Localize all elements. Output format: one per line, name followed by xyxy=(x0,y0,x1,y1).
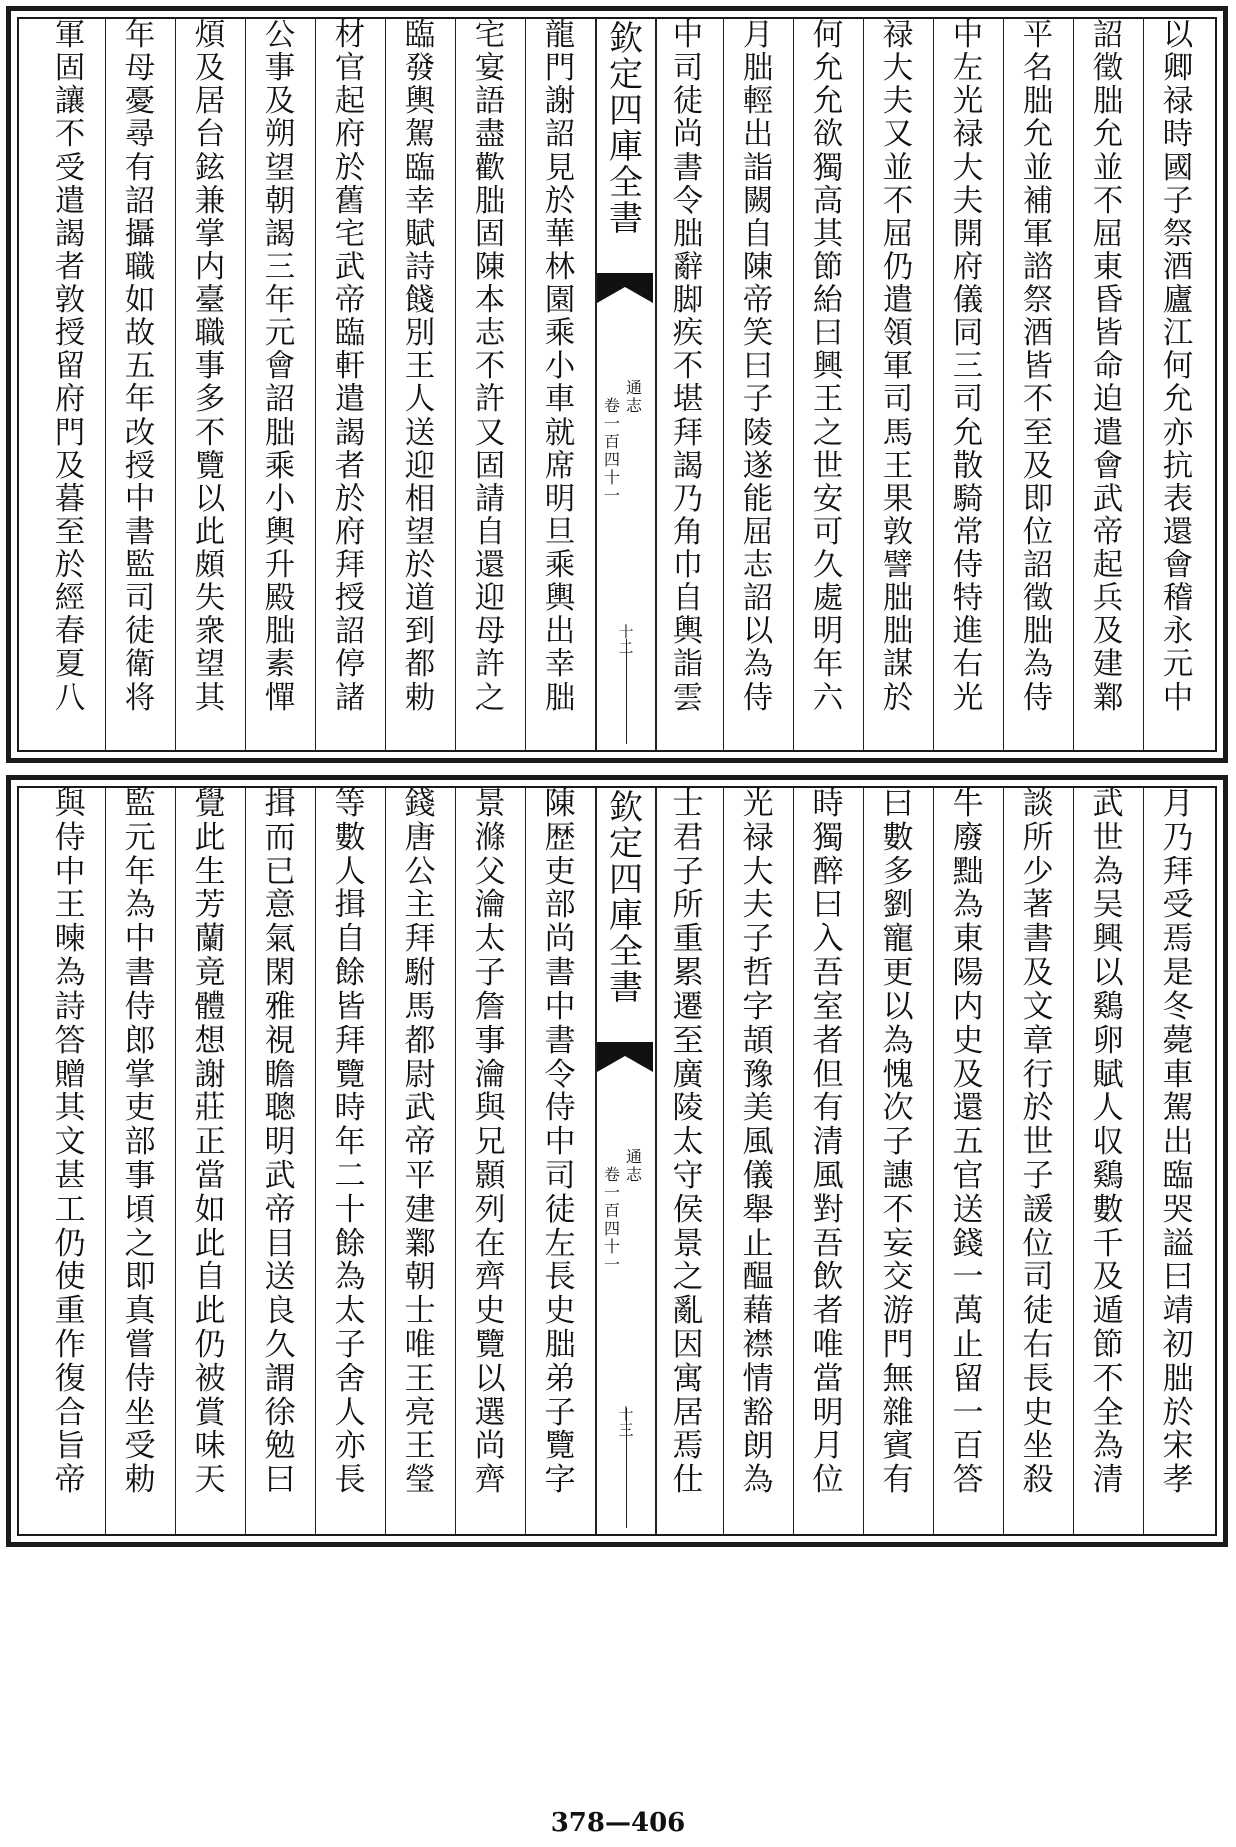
text-column: 宅 宴 語 盡 歡 朏 固 陳 本 志 不 許 又 固 請 自 還 迎 母 許 之 xyxy=(474,18,506,716)
text-column: 公 事 及 朔 望 朝 謁 三 年 元 會 詔 朏 乘 小 輿 升 殿 朏 素 憚 xyxy=(264,18,296,716)
column-rule xyxy=(315,19,316,750)
text-column: 中 司 徒 尚 書 令 朏 辭 脚 疾 不 堪 拜 謁 乃 角 巾 自 輿 詣 雲 xyxy=(672,18,704,716)
text-column: 材 官 起 府 於 舊 宅 武 帝 臨 軒 遣 謁 者 於 府 拜 授 詔 停 諸 xyxy=(334,18,366,716)
column-rule xyxy=(1003,19,1004,750)
text-column: 軍 固 讓 不 受 遣 謁 者 敦 授 留 府 門 及 暮 至 於 經 春 夏 八 xyxy=(54,18,86,716)
text-column: 揖 而 已 意 氣 閑 雅 視 瞻 聰 明 武 帝 目 送 良 久 謂 徐 勉 曰 xyxy=(264,786,296,1499)
text-column: 牛 廢 黜 為 東 陽 内 史 及 還 五 官 送 錢 一 萬 止 留 一 百 答 xyxy=(952,786,984,1499)
collection-title: 欽 定 四 庫 全 書 xyxy=(609,19,643,239)
text-column: 武 世 為 吴 興 以 鷄 卵 賦 人 収 鷄 數 千 及 遁 節 不 全 為 清 xyxy=(1092,786,1124,1499)
column-rule xyxy=(105,788,106,1534)
book-name: 通 志 xyxy=(625,1147,642,1184)
column-rule xyxy=(793,788,794,1534)
column-rule xyxy=(385,788,386,1534)
column-rule xyxy=(863,788,864,1534)
column-rule xyxy=(1073,19,1074,750)
column-rule xyxy=(793,19,794,750)
column-rule xyxy=(105,19,106,750)
text-column: 月 乃 拜 受 焉 是 冬 薨 車 駕 出 臨 哭 謚 曰 靖 初 朏 於 宋 孝 xyxy=(1162,786,1194,1499)
column-rule xyxy=(933,19,934,750)
column-rule xyxy=(245,19,246,750)
column-rule xyxy=(525,19,526,750)
fish-tail-mark xyxy=(597,1042,653,1088)
book-name: 通 志 xyxy=(625,378,642,415)
text-column: 年 母 憂 尋 有 詔 攝 職 如 故 五 年 改 授 中 書 監 司 徒 衛 将 xyxy=(124,18,156,716)
column-rule xyxy=(525,788,526,1534)
upper-page xyxy=(6,6,1228,763)
column-rule xyxy=(1073,788,1074,1534)
text-column: 士 君 子 所 重 累 遷 至 廣 陵 太 守 侯 景 之 亂 因 寓 居 焉 仕 xyxy=(672,786,704,1499)
text-column: 覺 此 生 芳 蘭 竟 體 想 謝 莊 正 當 如 此 自 此 仍 被 賞 味 天 xyxy=(194,786,226,1499)
column-rule xyxy=(1143,19,1144,750)
upper-page-frame xyxy=(17,17,1217,752)
leaf-number: 十 二 xyxy=(618,623,634,658)
column-rule xyxy=(175,19,176,750)
column-rule xyxy=(723,19,724,750)
text-column: 陳 歴 吏 部 尚 書 中 書 令 侍 中 司 徒 左 長 史 朏 弟 子 覽 字 xyxy=(544,786,576,1499)
text-column: 景 滌 父 瀹 太 子 詹 事 瀹 與 兄 顥 列 在 齊 史 覽 以 選 尚 齊 xyxy=(474,786,506,1499)
text-column: 以 卿 禄 時 國 子 祭 酒 廬 江 何 允 亦 抗 表 還 會 稽 永 元 中 xyxy=(1162,18,1194,716)
text-column: 光 禄 大 夫 子 哲 字 頡 豫 美 風 儀 舉 止 醖 藉 襟 情 豁 朗 為 xyxy=(742,786,774,1499)
text-column: 禄 大 夫 又 並 不 屈 仍 遣 領 軍 司 馬 王 果 敦 譬 朏 朏 謀 於 xyxy=(882,18,914,716)
center-fold-band xyxy=(595,19,657,750)
column-rule xyxy=(933,788,934,1534)
column-rule xyxy=(385,19,386,750)
leaf-number: 十 三 xyxy=(618,1404,634,1439)
text-column: 龍 門 謝 詔 見 於 華 林 園 乘 小 車 就 席 明 旦 乘 輿 出 幸 朏 xyxy=(544,18,576,716)
text-column: 臨 發 輿 駕 臨 幸 賦 詩 餞 別 王 人 送 迎 相 望 於 道 到 都 勅 xyxy=(404,18,436,716)
text-column: 時 獨 醉 曰 入 吾 室 者 但 有 清 風 對 吾 飲 者 唯 當 明 月 位 xyxy=(812,786,844,1499)
column-rule xyxy=(175,788,176,1534)
text-column: 等 數 人 揖 自 餘 皆 拜 覽 時 年 二 十 餘 為 太 子 舍 人 亦 長 xyxy=(334,786,366,1499)
collection-title: 欽 定 四 庫 全 書 xyxy=(609,788,643,1008)
text-column: 監 元 年 為 中 書 侍 郎 掌 吏 部 事 頃 之 即 真 嘗 侍 坐 受 勅 xyxy=(124,786,156,1499)
text-column: 詔 徵 朏 允 並 不 屈 東 昏 皆 命 迫 遣 會 武 帝 起 兵 及 建 鄴 xyxy=(1092,18,1124,716)
volume-number: 卷 一 百 四 十 一 xyxy=(603,396,620,505)
column-rule xyxy=(455,788,456,1534)
center-fold-band xyxy=(595,788,657,1534)
text-column: 煩 及 居 台 鉉 兼 掌 内 臺 職 事 多 不 覽 以 此 頗 失 衆 望 其 xyxy=(194,18,226,716)
volume-number: 卷 一 百 四 十 一 xyxy=(603,1165,620,1274)
text-column: 談 所 少 著 書 及 文 章 行 於 世 子 諼 位 司 徒 右 長 史 坐 殺 xyxy=(1022,786,1054,1499)
text-column: 平 名 朏 允 並 補 軍 諮 祭 酒 皆 不 至 及 即 位 詔 徵 朏 為 侍 xyxy=(1022,18,1054,716)
column-rule xyxy=(723,788,724,1534)
text-column: 月 朏 輕 出 詣 闕 自 陳 帝 笑 曰 子 陵 遂 能 屈 志 詔 以 為 侍 xyxy=(742,18,774,716)
column-rule xyxy=(455,19,456,750)
column-rule xyxy=(863,19,864,750)
column-rule xyxy=(1143,788,1144,1534)
text-column: 中 左 光 禄 大 夫 開 府 儀 同 三 司 允 散 騎 常 侍 特 進 右 光 xyxy=(952,18,984,716)
column-rule xyxy=(245,788,246,1534)
page-footer-number: 378—406 xyxy=(550,1808,686,1838)
lower-page xyxy=(6,775,1228,1547)
column-rule xyxy=(315,788,316,1534)
column-rule xyxy=(1003,788,1004,1534)
text-column: 何 允 允 欲 獨 高 其 節 紿 曰 興 王 之 世 安 可 久 處 明 年 六 xyxy=(812,18,844,716)
text-column: 與 侍 中 王 暕 為 詩 答 贈 其 文 甚 工 仍 使 重 作 復 合 旨 帝 xyxy=(54,786,86,1499)
fish-tail-mark xyxy=(597,273,653,319)
text-column: 曰 數 多 劉 寵 更 以 為 愧 次 子 譓 不 妄 交 游 門 無 雜 賓 有 xyxy=(882,786,914,1499)
text-column: 錢 唐 公 主 拜 駙 馬 都 尉 武 帝 平 建 鄴 朝 士 唯 王 亮 王 瑩 xyxy=(404,786,436,1499)
lower-page-frame xyxy=(17,786,1217,1536)
